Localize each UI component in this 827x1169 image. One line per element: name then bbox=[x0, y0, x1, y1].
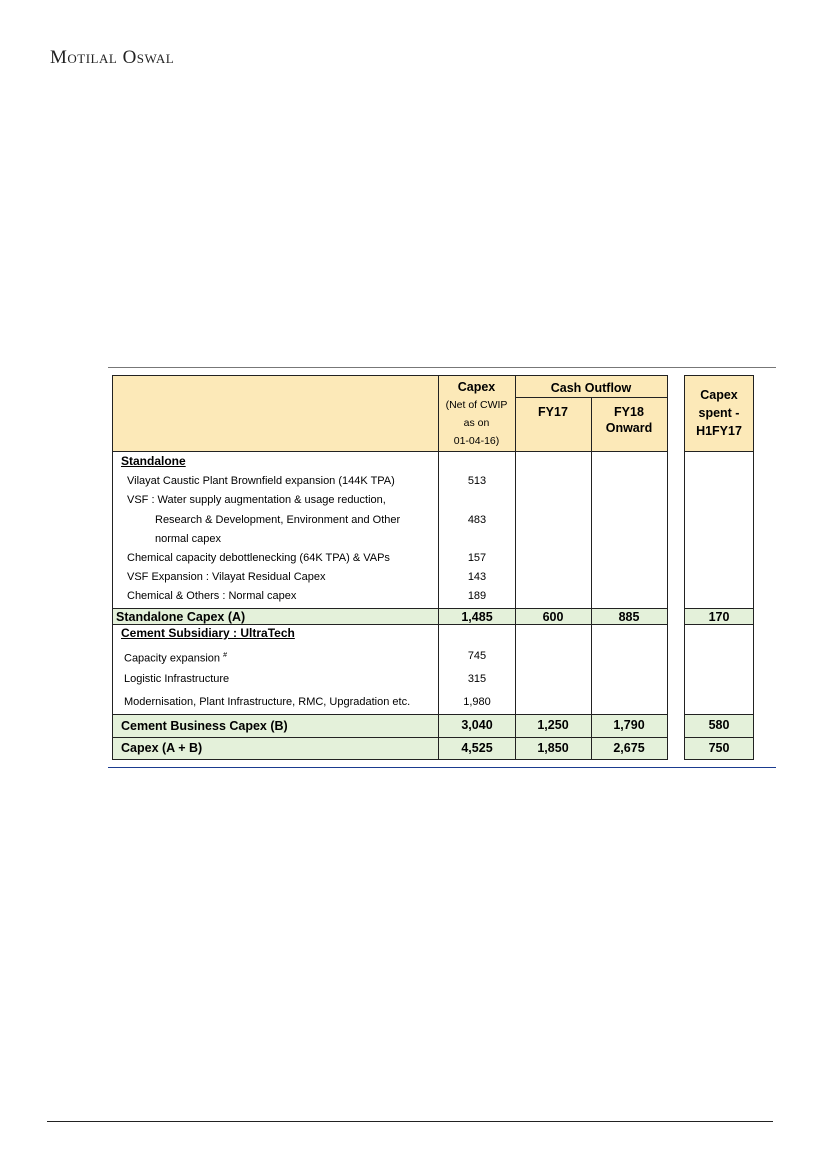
standalone-total-spent: 170 bbox=[708, 610, 730, 624]
cement-total-capex: 3,040 bbox=[461, 718, 493, 732]
grid-line bbox=[753, 375, 754, 760]
standalone-item-label: VSF Expansion : Vilayat Residual Capex bbox=[127, 571, 326, 583]
grid-line bbox=[684, 451, 754, 452]
bottom-rule bbox=[108, 767, 776, 768]
standalone-item-label: Chemical & Others : Normal capex bbox=[127, 590, 297, 602]
brand-logo: Motilal Oswal bbox=[50, 47, 175, 68]
header-capex-cell bbox=[438, 375, 515, 451]
capex-subheader-3: 01-04-16) bbox=[453, 435, 500, 447]
cement-item-label: Capacity expansion # bbox=[124, 652, 227, 665]
standalone-item-capex: 143 bbox=[467, 571, 487, 583]
cement-item-capex: 1,980 bbox=[463, 696, 491, 708]
standalone-item-capex: 513 bbox=[467, 475, 487, 487]
standalone-item-label: normal capex bbox=[155, 533, 222, 545]
standalone-item-label: Chemical capacity debottlenecking (64K TPA) & VAPs bbox=[127, 552, 390, 564]
cement-total-label: Cement Business Capex (B) bbox=[121, 719, 288, 733]
grid-line bbox=[515, 375, 516, 760]
spent-header-1: Capex bbox=[700, 388, 738, 402]
standalone-item-label: Vilayat Caustic Plant Brownfield expansion (144K TPA) bbox=[127, 475, 395, 487]
grid-line bbox=[684, 375, 685, 760]
grid-line bbox=[112, 759, 668, 760]
top-rule bbox=[108, 367, 776, 368]
capex-header: Capex bbox=[457, 380, 496, 394]
grid-line bbox=[684, 737, 754, 738]
grid-line bbox=[112, 375, 668, 376]
grand-total-spent: 750 bbox=[708, 741, 730, 755]
grid-line bbox=[684, 759, 754, 760]
grand-total-fy18: 2,675 bbox=[613, 741, 645, 755]
standalone-total-label: Standalone Capex (A) bbox=[116, 610, 246, 624]
standalone-item-label: VSF : Water supply augmentation & usage reduction, bbox=[127, 494, 386, 506]
grid-line bbox=[515, 397, 667, 398]
fy17-header: FY17 bbox=[538, 405, 568, 419]
cash-outflow-header: Cash Outflow bbox=[550, 381, 632, 395]
standalone-item-capex: 483 bbox=[467, 514, 487, 526]
footer-rule bbox=[47, 1121, 773, 1122]
cement-item-capex: 745 bbox=[467, 650, 487, 662]
header-spent-cell bbox=[684, 375, 754, 451]
standalone-item-label: Research & Development, Environment and Other bbox=[155, 514, 401, 526]
cement-item-capex: 315 bbox=[467, 673, 487, 685]
standalone-item-capex: 157 bbox=[467, 552, 487, 564]
grand-total-label: Capex (A + B) bbox=[121, 741, 203, 755]
grand-total-capex: 4,525 bbox=[461, 741, 493, 755]
cement-section-title: Cement Subsidiary : UltraTech bbox=[121, 626, 295, 640]
grid-line bbox=[112, 375, 113, 760]
grid-line bbox=[112, 451, 668, 452]
grand-total-fy17: 1,850 bbox=[537, 741, 569, 755]
fy18-header-2: Onward bbox=[605, 421, 653, 435]
standalone-item-capex: 189 bbox=[467, 590, 487, 602]
spent-header-3: H1FY17 bbox=[696, 424, 742, 438]
grid-line bbox=[684, 375, 754, 376]
standalone-total-fy17: 600 bbox=[542, 610, 564, 624]
standalone-section-title: Standalone bbox=[121, 454, 186, 468]
grid-line bbox=[112, 714, 668, 715]
capex-subheader-1: (Net of CWIP bbox=[445, 399, 508, 411]
grid-line bbox=[667, 375, 668, 760]
capex-subheader-2: as on bbox=[463, 417, 490, 429]
standalone-total-fy18: 885 bbox=[618, 610, 640, 624]
cement-total-spent: 580 bbox=[708, 718, 730, 732]
cement-total-fy17: 1,250 bbox=[537, 718, 569, 732]
footnote-marker: # bbox=[223, 652, 227, 659]
cement-item-label: Logistic Infrastructure bbox=[124, 673, 230, 685]
cement-total-fy18: 1,790 bbox=[613, 718, 645, 732]
cement-item-label: Modernisation, Plant Infrastructure, RMC, Upgradation etc. bbox=[124, 696, 411, 708]
capex-table bbox=[112, 375, 754, 760]
grid-line bbox=[112, 737, 668, 738]
fy18-header-1: FY18 bbox=[614, 405, 644, 419]
grid-line bbox=[684, 714, 754, 715]
standalone-total-capex: 1,485 bbox=[461, 610, 493, 624]
spent-header-2: spent - bbox=[698, 406, 740, 420]
